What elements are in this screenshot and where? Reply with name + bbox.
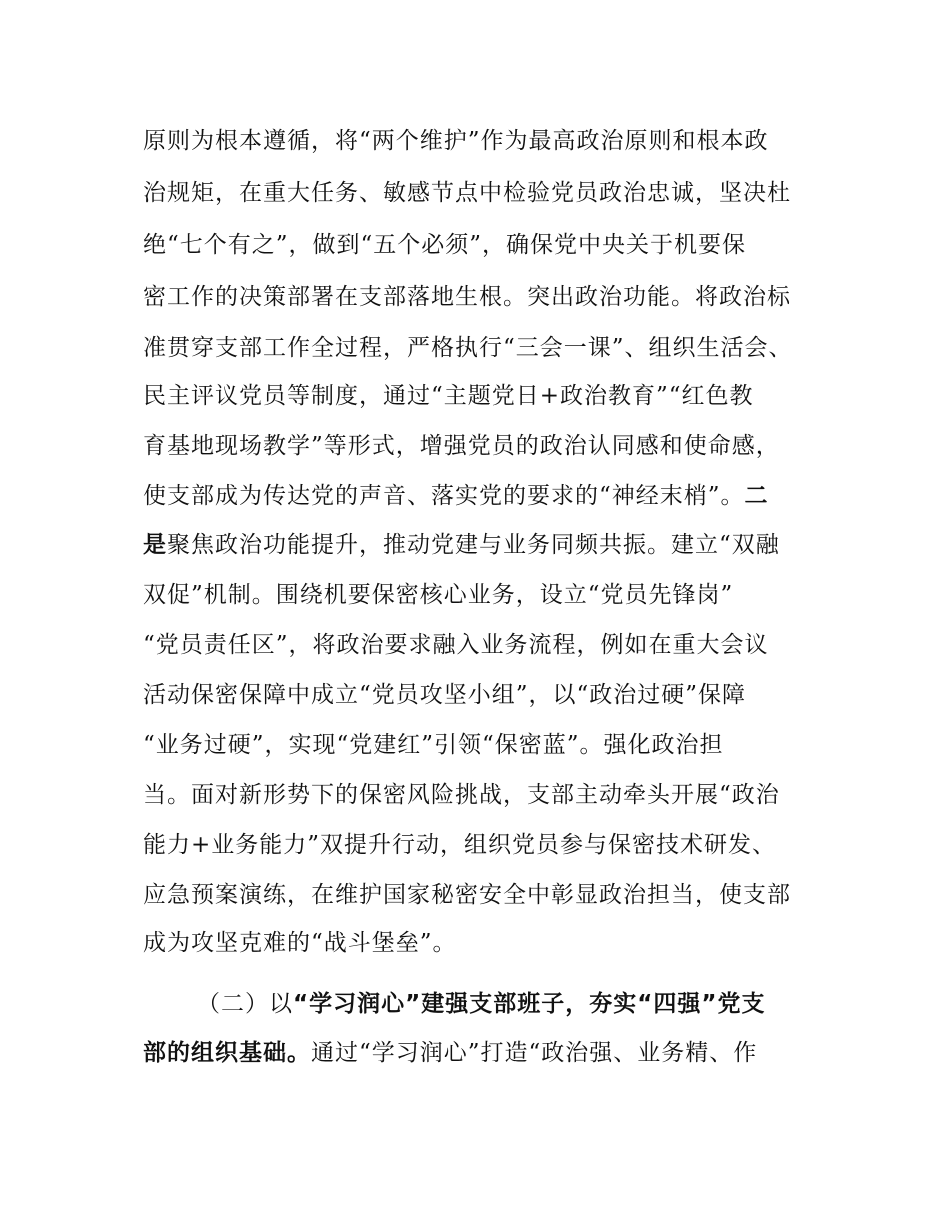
text-segment: 育基地现场教学”等形式，增强党员的政治认同感和使命感，: [143, 433, 780, 459]
text-segment: 聚焦政治功能提升，推动党建与业务同频共振。建立“双融: [167, 532, 780, 558]
text-segment: 绝“七个有之”，做到“五个必须”，确保党中央关于机要保: [143, 232, 747, 258]
text-line: [143, 333, 793, 363]
text-segment: 能力+业务能力”双提升行动，组织党员参与保密技术研发、: [143, 832, 777, 858]
text-segment: “业务过硬”，实现“党建红”引领“保密蓝”。强化政治担: [143, 732, 724, 758]
text-line: [143, 431, 780, 461]
text-segment-bold: 部的组织基础。: [143, 1040, 311, 1066]
text-line: [143, 126, 769, 156]
text-line: [143, 730, 724, 760]
text-segment: （二）以: [197, 991, 293, 1017]
text-segment: 密工作的决策部署在支部落地生根。突出政治功能。将政治标: [143, 284, 791, 310]
text-segment: 当。面对新形势下的保密风险挑战，支部主动牵头开展“政治: [143, 782, 780, 808]
text-segment-bold: 二: [744, 483, 769, 509]
text-segment: “党员责任区”，将政治要求融入业务流程，例如在重大会议: [143, 632, 769, 658]
text-line: [143, 680, 746, 710]
text-segment: 原则为根本遵循，将“两个维护”作为最高政治原则和根本政: [143, 128, 769, 154]
text-segment: 使支部成为传达党的声音、落实党的要求的“神经末梢”。: [143, 483, 745, 509]
text-line: [143, 230, 746, 260]
text-segment-bold: “学习润心”建强支部班子，夯实“四强”党支: [293, 991, 766, 1017]
text-line: [143, 630, 769, 660]
text-segment: 应急预案演练，在维护国家秘密安全中彰显政治担当，使支部: [143, 882, 791, 908]
text-segment: 治规矩，在重大任务、敏感节点中检验党员政治忠诚，坚决杜: [143, 180, 791, 206]
text-line: [143, 530, 780, 560]
text-segment: 成为攻坚克难的“战斗堡垒”。: [143, 930, 457, 956]
text-line: [143, 830, 776, 860]
text-segment: 双促”机制。围绕机要保密核心业务，设立“党员先锋岗”: [143, 582, 734, 608]
text-line: [143, 381, 754, 411]
text-segment: 民主评议党员等制度，通过“主题党日+政治教育”“红色教: [143, 383, 754, 409]
text-segment: 通过“学习润心”打造“政治强、业务精、作: [311, 1040, 758, 1066]
text-segment: 准贯穿支部工作全过程，严格执行“三会一课”、组织生活会、: [143, 335, 793, 361]
text-segment: 活动保密保障中成立“党员攻坚小组”，以“政治过硬”保障: [143, 682, 747, 708]
text-segment-bold: 是: [143, 532, 167, 558]
text-line: [143, 928, 457, 958]
text-line: [143, 580, 733, 610]
text-line: [143, 178, 791, 208]
text-line: [143, 481, 769, 511]
text-line: [143, 1038, 757, 1068]
section-heading-line: [197, 989, 765, 1019]
text-line: [143, 282, 791, 312]
text-line: [143, 780, 780, 810]
text-line: [143, 880, 791, 910]
